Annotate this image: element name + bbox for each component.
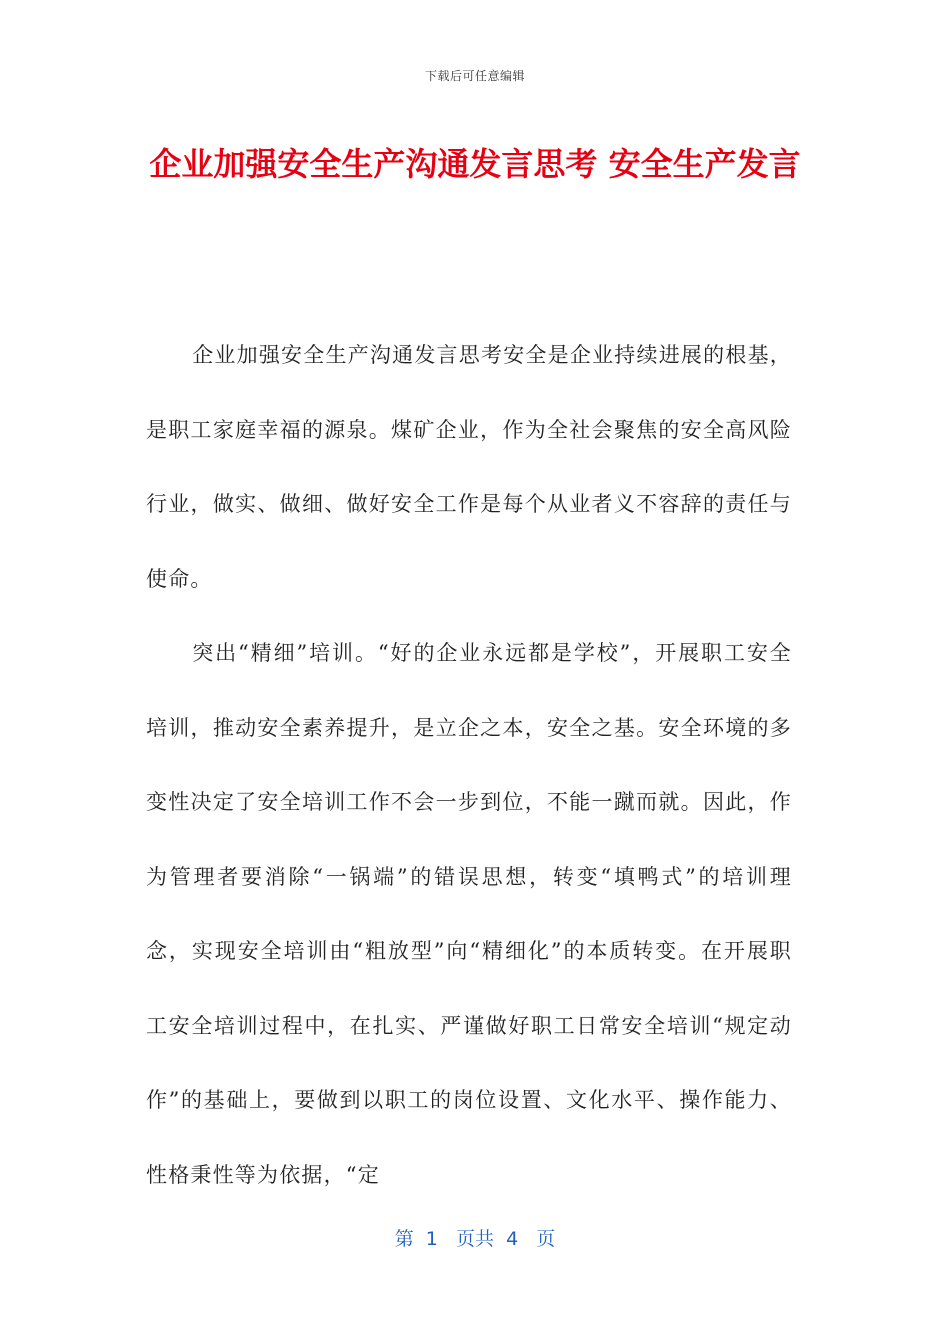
paragraph: 突出“精细”培训。“好的企业永远都是学校”，开展职工安全培训，推动安全素养提升，是立企之本，安全之基。安全环境的多变性决定了安全培训工作不会一步到位，不能一蹴而就。因此，作为管理者要消除“一锅端”的错误思想，转变“填鸭式”的培训理念，实现安全培训由“粗放型”向“精细化”的本质转变。在开展职工安全培训过程中，在扎实、严谨做好职工日常安全培训“规定动作”的基础上，要做到以职工的岗位设置、文化水平、操作能力、性格秉性等为依据，“定 xyxy=(146,641,792,1187)
paragraph: 企业加强安全生产沟通发言思考安全是企业持续进展的根基，是职工家庭幸福的源泉。煤矿企业，作为全社会聚焦的安全高风险行业，做实、做细、做好安全工作是每个从业者义不容辞的责任与使命。 xyxy=(146,343,792,591)
page-number: 第 1 页共 4 页 xyxy=(394,1228,556,1250)
document-body xyxy=(146,318,792,1212)
header-note: 下载后可任意编辑 xyxy=(424,69,525,83)
document-title: 企业加强安全生产沟通发言思考 安全生产发言 xyxy=(149,145,801,183)
